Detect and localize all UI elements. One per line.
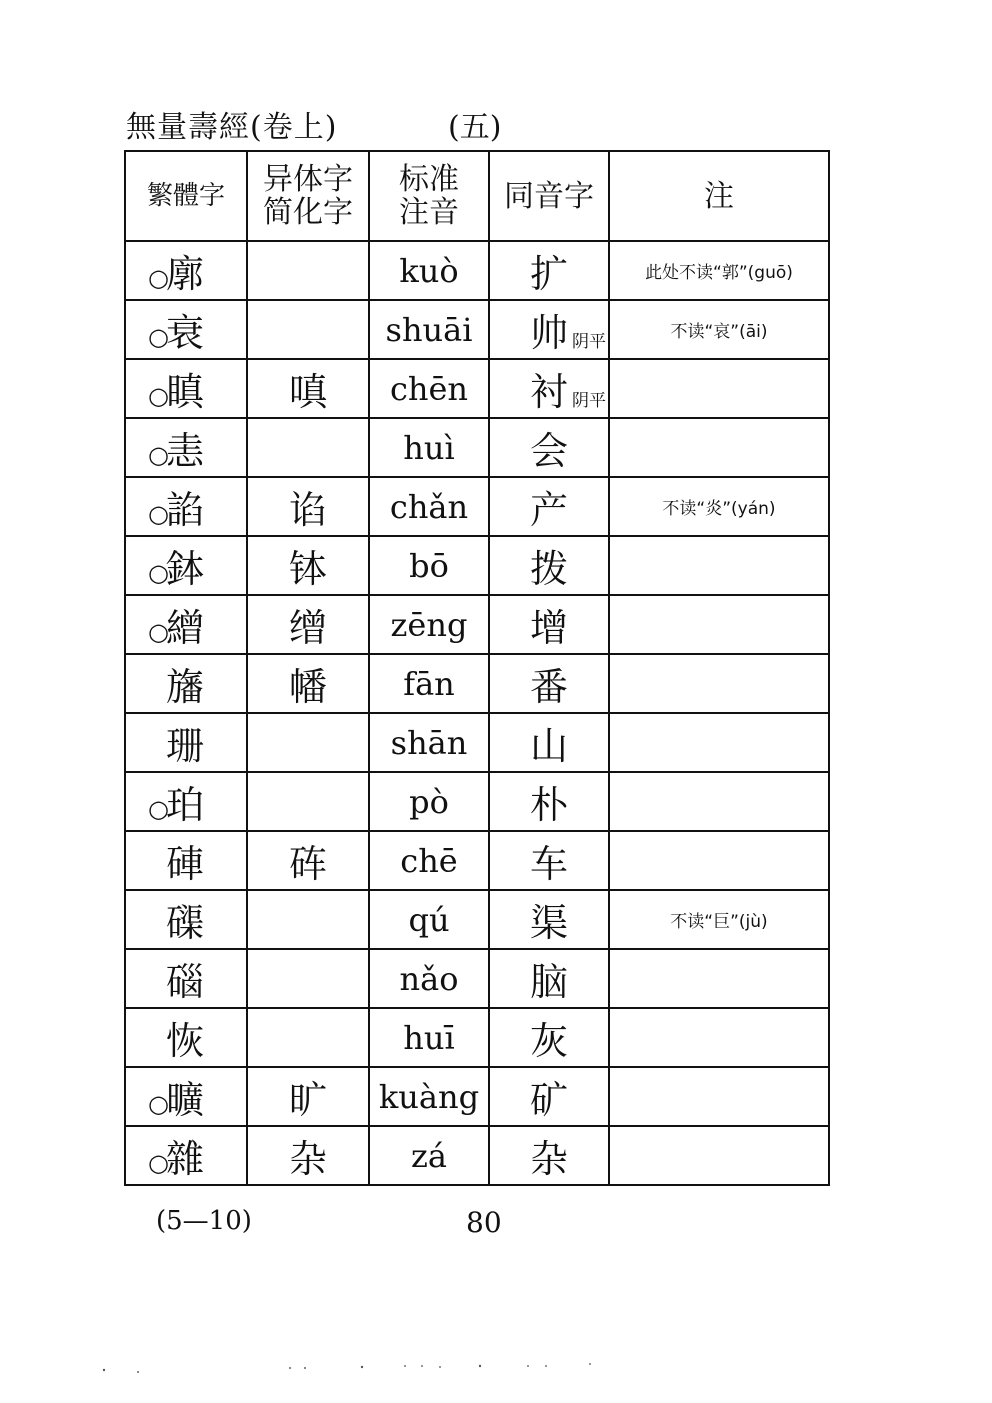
traditional-char-cell [125, 595, 247, 654]
pinyin: chē [400, 841, 458, 880]
pinyin-cell [369, 300, 489, 359]
homophone-cell [489, 595, 609, 654]
pinyin: chēn [389, 369, 469, 408]
variant-char: 旷 [288, 1078, 327, 1122]
pinyin-cell [369, 418, 489, 477]
homophone-cell [489, 949, 609, 1008]
variant-char-cell [247, 418, 369, 477]
variant-char: 杂 [288, 1137, 327, 1181]
header-homophone: 同音字 [489, 151, 609, 241]
traditional-char-cell [125, 949, 247, 1008]
traditional-char-cell [125, 300, 247, 359]
traditional-char: 旛 [166, 665, 205, 709]
variant-char-cell [247, 890, 369, 949]
homophone-char: 杂 [529, 1137, 568, 1181]
footer-code: (5—10) [156, 1206, 252, 1236]
traditional-char: 鉢 [166, 547, 205, 591]
header-traditional: 繁體字 [125, 151, 247, 241]
table-row [125, 831, 829, 890]
traditional-char-cell [125, 359, 247, 418]
variant-char: 钵 [288, 547, 327, 591]
variant-char: 幡 [288, 665, 327, 709]
page-title: 無量壽經(卷上) [126, 110, 338, 145]
memory-mark: ○ [148, 617, 169, 646]
table-row [125, 477, 829, 536]
pinyin-cell [369, 241, 489, 300]
note-text: 不读“哀”(āi) [670, 322, 768, 342]
variant-char: 缯 [288, 606, 327, 650]
traditional-char-cell [125, 1067, 247, 1126]
note-cell [609, 536, 829, 595]
pinyin-cell [369, 772, 489, 831]
variant-char-cell [247, 1126, 369, 1185]
pinyin-cell [369, 713, 489, 772]
homophone-char: 番 [529, 665, 568, 709]
variant-char: 砗 [288, 842, 327, 886]
note-cell [609, 418, 829, 477]
memory-mark: ○ [148, 263, 169, 292]
homophone-cell [489, 477, 609, 536]
homophone-char: 衬 [529, 370, 568, 414]
table-row [125, 595, 829, 654]
variant-char: 嗔 [288, 370, 327, 414]
variant-char-cell [247, 595, 369, 654]
table-row [125, 772, 829, 831]
header-pinyin: 标准 注音 [369, 151, 489, 241]
pinyin: shuāi [385, 310, 473, 349]
memory-mark: ○ [148, 322, 169, 351]
traditional-char: 恚 [166, 429, 205, 473]
homophone-cell [489, 713, 609, 772]
pinyin-cell [369, 654, 489, 713]
pinyin: huī [403, 1018, 455, 1057]
homophone-char: 扩 [529, 252, 568, 296]
note-cell [609, 241, 829, 300]
tone-note: 阴平 [572, 332, 606, 352]
note-cell [609, 595, 829, 654]
variant-char-cell [247, 949, 369, 1008]
pinyin: kuò [399, 251, 459, 290]
table-row [125, 949, 829, 1008]
variant-char: 谄 [288, 488, 327, 532]
traditional-char: 衰 [166, 311, 205, 355]
pinyin: bō [409, 546, 449, 585]
homophone-char: 产 [529, 488, 568, 532]
traditional-char-cell [125, 536, 247, 595]
traditional-char-cell [125, 654, 247, 713]
variant-char-cell [247, 713, 369, 772]
variant-char-cell [247, 831, 369, 890]
homophone-cell [489, 1126, 609, 1185]
traditional-char: 硨 [166, 842, 205, 886]
pinyin: fān [403, 664, 455, 703]
traditional-char: 廓 [166, 252, 205, 296]
note-cell [609, 949, 829, 1008]
memory-mark: ○ [148, 1148, 169, 1177]
pinyin-cell [369, 595, 489, 654]
homophone-cell [489, 418, 609, 477]
homophone-char: 灰 [529, 1019, 568, 1063]
homophone-cell [489, 300, 609, 359]
traditional-char: 瞋 [166, 370, 205, 414]
pinyin-cell [369, 536, 489, 595]
homophone-char: 车 [529, 842, 568, 886]
traditional-char-cell [125, 1008, 247, 1067]
pinyin-cell [369, 1008, 489, 1067]
note-cell [609, 477, 829, 536]
note-cell [609, 1008, 829, 1067]
header-note: 注 [609, 151, 829, 241]
homophone-char: 朴 [529, 783, 568, 827]
note-cell [609, 1126, 829, 1185]
variant-char-cell [247, 1067, 369, 1126]
variant-char-cell [247, 772, 369, 831]
traditional-char: 繒 [166, 606, 205, 650]
note-text: 不读“巨”(jù) [670, 912, 768, 932]
pinyin: chǎn [389, 487, 469, 526]
table-row [125, 536, 829, 595]
memory-mark: ○ [148, 558, 169, 587]
traditional-char-cell [125, 831, 247, 890]
note-cell [609, 1067, 829, 1126]
homophone-char: 山 [529, 724, 568, 768]
homophone-cell [489, 359, 609, 418]
header-variant: 异体字 简化字 [247, 151, 369, 241]
traditional-char-cell [125, 713, 247, 772]
pinyin: zá [411, 1136, 447, 1175]
traditional-char-cell [125, 241, 247, 300]
table-row [125, 241, 829, 300]
note-cell [609, 772, 829, 831]
homophone-cell [489, 772, 609, 831]
note-cell [609, 713, 829, 772]
pinyin: nǎo [399, 959, 459, 998]
pinyin: pò [409, 782, 449, 821]
homophone-cell [489, 890, 609, 949]
variant-char-cell [247, 300, 369, 359]
homophone-char: 帅 [529, 311, 568, 355]
homophone-char: 矿 [529, 1078, 568, 1122]
traditional-char: 諂 [166, 488, 205, 532]
memory-mark: ○ [148, 381, 169, 410]
homophone-char: 会 [529, 429, 568, 473]
variant-char-cell [247, 654, 369, 713]
pinyin-cell [369, 831, 489, 890]
memory-mark: ○ [148, 1089, 169, 1118]
homophone-cell [489, 1067, 609, 1126]
table-row [125, 418, 829, 477]
pinyin: kuàng [378, 1077, 480, 1116]
note-text: 不读“炎”(yán) [662, 499, 776, 519]
note-cell [609, 831, 829, 890]
pinyin-cell [369, 890, 489, 949]
homophone-cell [489, 831, 609, 890]
traditional-char: 珊 [166, 724, 205, 768]
note-cell [609, 654, 829, 713]
homophone-char: 拨 [529, 547, 568, 591]
note-cell [609, 890, 829, 949]
table-row [125, 300, 829, 359]
pinyin-cell [369, 949, 489, 1008]
variant-char-cell [247, 241, 369, 300]
traditional-char-cell [125, 418, 247, 477]
traditional-char-cell [125, 1126, 247, 1185]
table-row [125, 890, 829, 949]
note-cell [609, 359, 829, 418]
homophone-cell [489, 536, 609, 595]
variant-char-cell [247, 477, 369, 536]
table-row [125, 1067, 829, 1126]
traditional-char: 雜 [166, 1137, 205, 1181]
homophone-cell [489, 241, 609, 300]
pinyin: zēng [390, 605, 468, 644]
traditional-char: 恢 [166, 1019, 205, 1063]
pinyin: huì [403, 428, 455, 467]
traditional-char: 磲 [166, 901, 205, 945]
table-row [125, 359, 829, 418]
table-row [125, 654, 829, 713]
traditional-char: 珀 [166, 783, 205, 827]
table-row [125, 1126, 829, 1185]
traditional-char-cell [125, 477, 247, 536]
homophone-char: 增 [529, 606, 568, 650]
homophone-cell [489, 654, 609, 713]
pinyin: qú [408, 900, 450, 939]
scan-specks [100, 1360, 620, 1376]
variant-char-cell [247, 1008, 369, 1067]
table-row [125, 713, 829, 772]
homophone-cell [489, 1008, 609, 1067]
memory-mark: ○ [148, 440, 169, 469]
note-text: 此处不读“郭”(guō) [645, 263, 793, 283]
homophone-char: 脑 [529, 960, 568, 1004]
note-cell [609, 300, 829, 359]
page-number: 80 [466, 1206, 502, 1239]
pinyin: shān [390, 723, 468, 762]
section-number: (五) [448, 110, 502, 145]
homophone-char: 渠 [529, 901, 568, 945]
variant-char-cell [247, 359, 369, 418]
memory-mark: ○ [148, 794, 169, 823]
pinyin-cell [369, 1126, 489, 1185]
pinyin-cell [369, 477, 489, 536]
memory-mark: ○ [148, 499, 169, 528]
pinyin-cell [369, 359, 489, 418]
traditional-char-cell [125, 890, 247, 949]
traditional-char-cell [125, 772, 247, 831]
pinyin-cell [369, 1067, 489, 1126]
variant-char-cell [247, 536, 369, 595]
traditional-char: 曠 [166, 1078, 205, 1122]
pronunciation-table [124, 150, 830, 1186]
tone-note: 阴平 [572, 391, 606, 411]
traditional-char: 碯 [166, 960, 205, 1004]
table-row [125, 1008, 829, 1067]
table-header-row [125, 151, 829, 241]
